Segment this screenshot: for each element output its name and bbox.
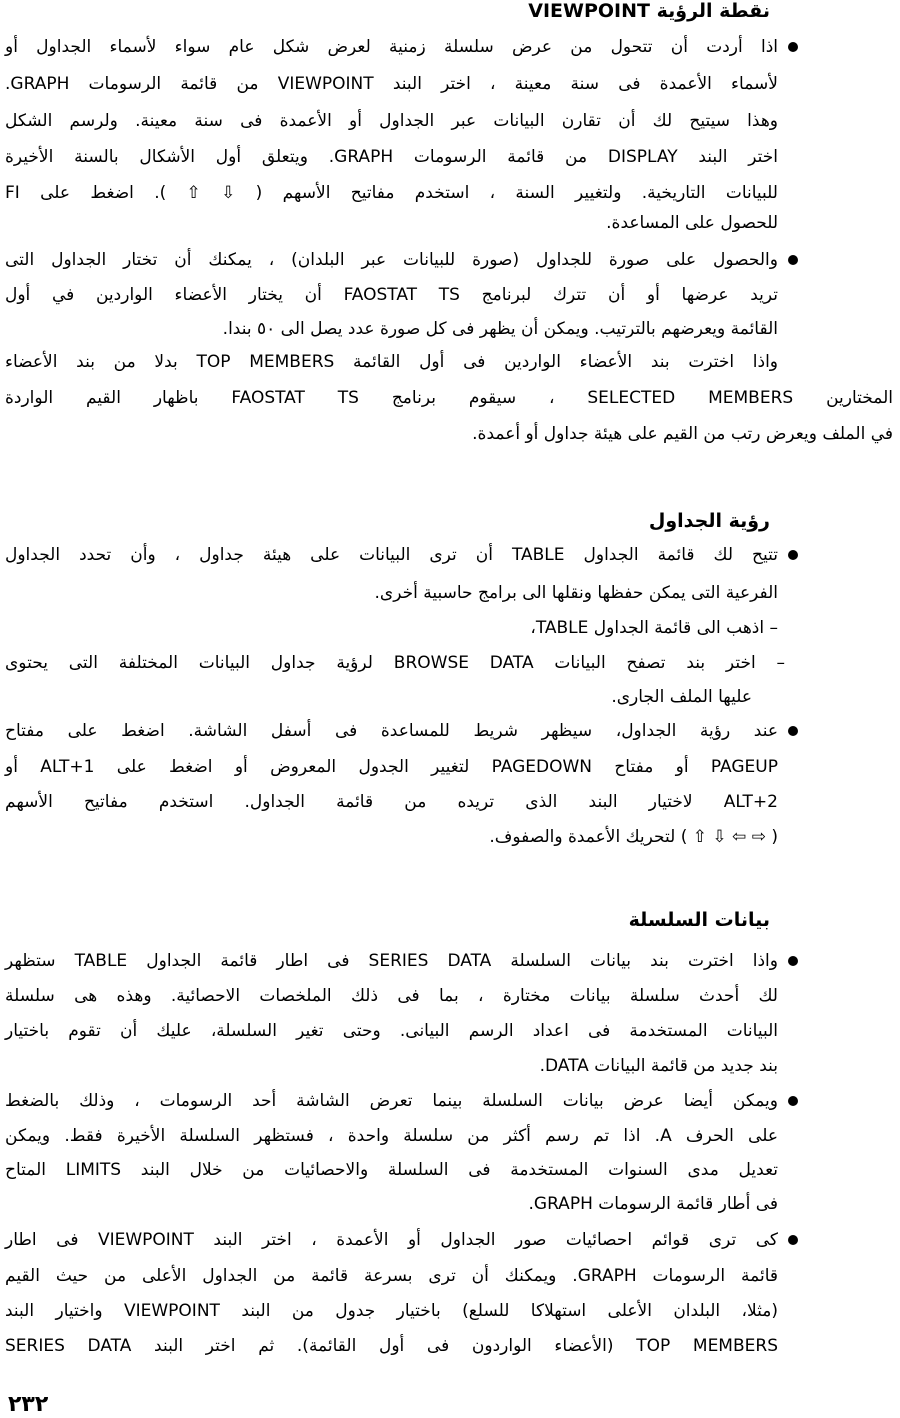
text-line: المختارين SELECTED MEMBERS ، سيقوم برنامج FAOSTAT TS باظهار القيم الواردة [5,388,893,408]
text-line: عليها الملف الجارى. [611,687,752,707]
bullet-icon [788,1096,798,1106]
page-number: ٢٣٢ [8,1392,49,1417]
text-line: اذا أردت أن تتحول من عرض سلسلة زمنية لعرض شكل عام سواء لأسماء الجداول أو [5,37,778,57]
text-line: تتيح لك قائمة الجداول TABLE أن ترى البيانات على هيئة جداول ، وأن تحدد الجداول [5,545,778,565]
text-line: فى أطار قائمة الرسومات GRAPH. [528,1194,778,1214]
bullet-icon [788,1235,798,1245]
text-line: لك أحدث سلسلة بيانات مختارة ، بما فى ذلك الملخصات الاحصائية. وهذه هى سلسلة [5,986,778,1006]
text-line: ( ⇨ ⇦ ⇩ ⇧ ) لتحريك الأعمدة والصفوف. [489,827,778,847]
text-line: – اختر بند تصفح البيانات BROWSE DATA لرؤية جداول البيانات المختلفة التى يحتوى [5,653,785,673]
text-line: واذا اخترت بند بيانات السلسلة SERIES DATA فى اطار قائمة الجداول TABLE ستظهر [5,951,778,971]
text-line: والحصول على صورة للجداول (صورة للبيانات عبر البلدان) ، يمكنك أن تختار الجداول التى [5,250,778,270]
text-line: ALT+2 لاختيار البند الذى تريده من قائمة الجداول. استخدم مفاتيح الأسهم [5,792,778,812]
text-line: القائمة ويعرضهم بالترتيب. ويمكن أن يظهر فى كل صورة عدد يصل الى ٥٠ بندا. [222,319,778,339]
text-line: قائمة الرسومات GRAPH. ويمكنك أن ترى بسرعة قائمة من الجداول الأعلى من حيث القيم [5,1266,778,1286]
section-heading-series-data: بيانات السلسلة [628,909,770,931]
text-line: تعديل مدى السنوات المستخدمة فى السلسلة والاحصائيات من خلال البند LIMITS المتاح [5,1160,779,1180]
text-line: PAGEUP أو مفتاح PAGEDOWN لتغيير الجدول المعروض أو اضغط على ALT+1 أو [5,757,778,777]
bullet-icon [788,255,798,265]
text-line: لأسماء الأعمدة فى سنة معينة ، اختر البند VIEWPOINT من قائمة الرسومات GRAPH. [5,74,778,94]
bullet-icon [788,550,798,560]
section-heading-tables: رؤية الجداول [648,510,770,532]
text-line: على الحرف A. اذا تم رسم أكثر من سلسلة واحدة ، فستظهر السلسلة الأخيرة فقط. ويمكن [5,1126,778,1146]
text-line: بند جديد من قائمة البيانات DATA. [539,1056,778,1076]
text-line: للحصول على المساعدة. [606,213,778,233]
text-line: الفرعية التى يمكن حفظها ونقلها الى برامج حاسبية أخرى. [374,583,778,603]
text-line: TOP MEMBERS (الأعضاء الواردون فى أول القائمة). ثم اختر البند SERIES DATA [5,1336,778,1356]
text-line: واذا اخترت بند الأعضاء الواردين فى أول القائمة TOP MEMBERS بدلا من بند الأعضاء [5,352,778,372]
text-line: (مثلا، البلدان الأعلى استهلاكا للسلع) باختيار جدول من البند VIEWPOINT واختيار البند [5,1301,779,1321]
text-line: كى ترى قوائم احصائيات صور الجداول أو الأعمدة ، اختر البند VIEWPOINT فى اطار [5,1230,778,1250]
text-line: ويمكن أيضا عرض بيانات السلسلة بينما تعرض الشاشة أحد الرسومات ، وذلك بالضغط [5,1091,778,1111]
bullet-icon [788,42,798,52]
text-line: البيانات المستخدمة فى اعداد الرسم البيانى. وحتى تغير السلسلة، عليك أن تقوم باختيار [5,1021,778,1041]
text-line: للبيانات التاريخية. ولتغيير السنة ، استخدم مفاتيح الأسهم ( ⇩ ⇧ ). اضغط على FI [5,183,778,203]
text-line: وهذا سيتيح لك أن تقارن البيانات عبر الجداول أو الأعمدة فى سنة معينة. ولرسم الشكل [5,111,778,131]
text-line: عند رؤية الجداول، سيظهر شريط للمساعدة فى أسفل الشاشة. اضغط على مفتاح [5,721,778,741]
text-line: تريد عرضها أو أن تترك لبرنامج FAOSTAT TS أن يختار الأعضاء الواردين في أول [5,285,778,305]
bullet-icon [788,956,798,966]
text-line: اختر البند DISPLAY من قائمة الرسومات GRAPH. ويتعلق أول الأشكال بالسنة الأخيرة [5,147,778,167]
bullet-icon [788,726,798,736]
text-line: – اذهب الى قائمة الجداول TABLE، [530,618,778,638]
section-heading-viewpoint: نقطة الرؤية VIEWPOINT [528,0,770,22]
text-line: في الملف ويعرض رتب من القيم على هيئة جداول أو أعمدة. [472,424,893,444]
